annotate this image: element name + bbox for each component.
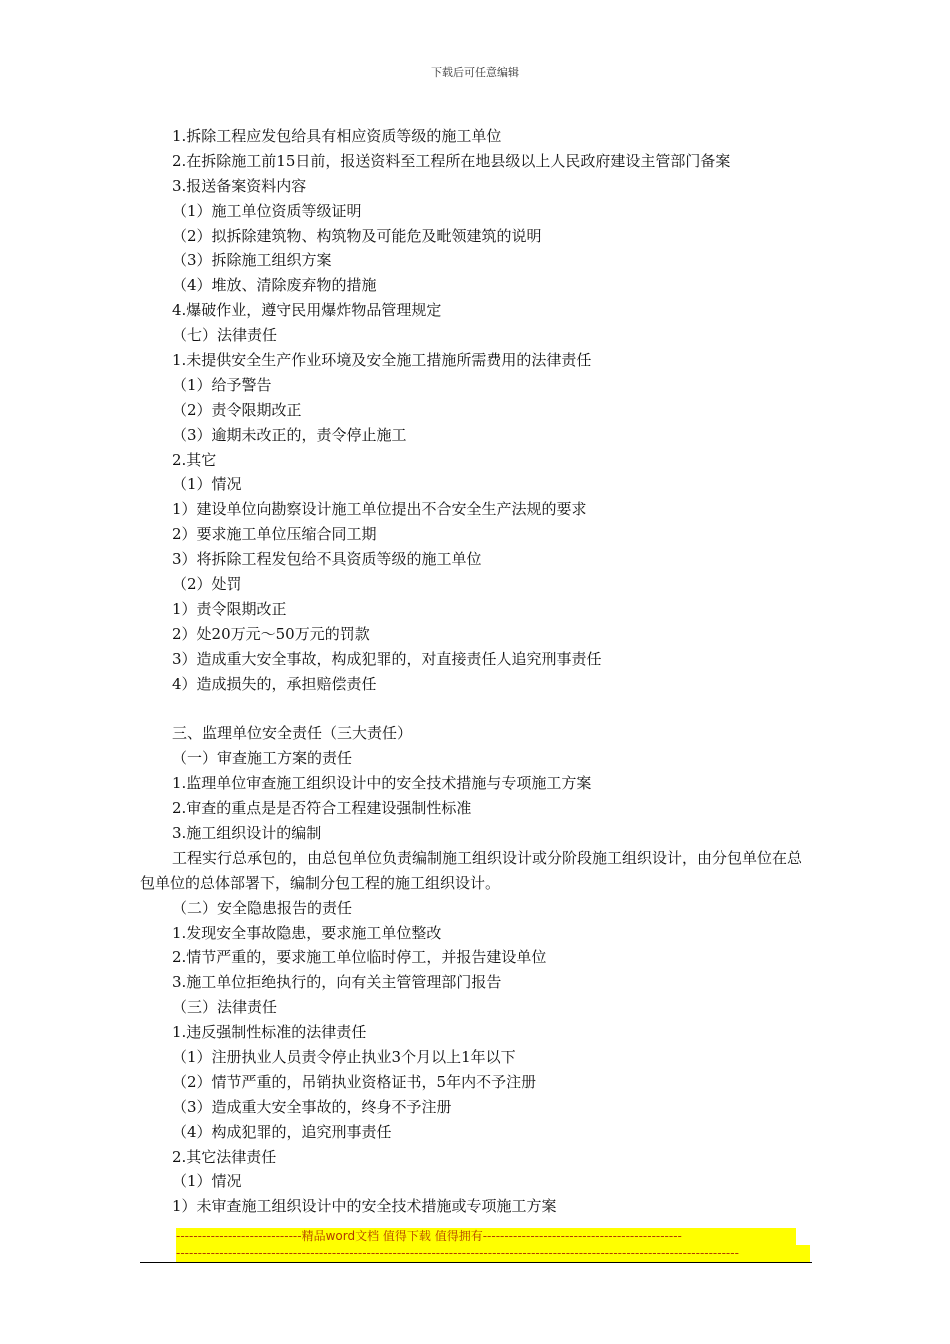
text-line: （1）注册执业人员责令停止执业3个月以上1年以下 <box>172 1047 516 1066</box>
text-line: 1.未提供安全生产作业环境及安全施工措施所需费用的法律责任 <box>172 351 592 370</box>
text-line: （3）逾期未改正的，责令停止施工 <box>172 425 407 444</box>
text-line: 1.拆除工程应发包给具有相应资质等级的施工单位 <box>172 127 502 145</box>
text-line: 1）未审查施工组织设计中的安全技术措施或专项施工方案 <box>172 1197 557 1216</box>
text-line: （4）构成犯罪的，追究刑事责任 <box>172 1122 392 1141</box>
text-line: （1）情况 <box>172 475 242 494</box>
text-line: （一）审查施工方案的责任 <box>172 749 353 768</box>
text-line: （4）堆放、清除废弃物的措施 <box>172 276 377 295</box>
text-line: 1.发现安全事故隐患，要求施工单位整改 <box>172 923 442 942</box>
text-line: （1）施工单位资质等级证明 <box>172 201 362 220</box>
text-line: （三）法律责任 <box>172 998 278 1017</box>
text-line: 2.情节严重的，要求施工单位临时停工，并报告建设单位 <box>172 948 547 967</box>
text-line: 2.在拆除施工前15日前，报送资料至工程所在地县级以上人民政府建设主管部门备案 <box>172 151 731 170</box>
footer-line-2: ---------------------------------------------------------------------------------------------------------------------------------- <box>176 1245 810 1262</box>
text-line: （2）拟拆除建筑物、构筑物及可能危及毗领建筑的说明 <box>172 226 542 245</box>
text-line: 3）将拆除工程发包给不具资质等级的施工单位 <box>172 550 482 569</box>
text-line: 1.监理单位审查施工组织设计中的安全技术措施与专项施工方案 <box>172 774 592 793</box>
text-line: （1）情况 <box>172 1172 242 1191</box>
text-line: 1.违反强制性标准的法律责任 <box>172 1023 367 1042</box>
document-body <box>140 124 812 1219</box>
text-line: （2）责令限期改正 <box>172 400 302 419</box>
section-lines-2 <box>140 896 812 1220</box>
footer-rule <box>140 1262 812 1263</box>
text-line: 2.审查的重点是是否符合工程建设强制性标准 <box>172 799 472 818</box>
text-line: 4）造成损失的，承担赔偿责任 <box>172 674 377 693</box>
text-line: （1）给予警告 <box>172 375 272 394</box>
text-line: 3）造成重大安全事故，构成犯罪的，对直接责任人追究刑事责任 <box>172 649 602 668</box>
section-lines-1 <box>140 124 812 846</box>
footer-banner <box>140 1228 812 1262</box>
text-line: 2.其它 <box>172 450 217 469</box>
text-line: 3.施工单位拒绝执行的，向有关主管管理部门报告 <box>172 973 502 992</box>
text-line: （二）安全隐患报告的责任 <box>172 898 353 917</box>
footer-line-1: -----------------------------精品word文档 值得下载 值得拥有---------------------------------------------- <box>176 1228 796 1245</box>
text-line: （3）造成重大安全事故的，终身不予注册 <box>172 1097 452 1116</box>
text-line: 1）责令限期改正 <box>172 599 287 618</box>
text-line <box>140 696 812 721</box>
text-line: （2）情节严重的，吊销执业资格证书，5年内不予注册 <box>172 1072 537 1091</box>
page-header: 下载后可任意编辑 <box>431 66 519 79</box>
text-line: 3.施工组织设计的编制 <box>172 823 322 842</box>
text-line: 3.报送备案资料内容 <box>172 176 307 195</box>
text-line: （3）拆除施工组织方案 <box>172 251 332 270</box>
text-line: 2）处20万元～50万元的罚款 <box>172 624 370 643</box>
text-line: 2.其它法律责任 <box>172 1147 277 1166</box>
body-paragraph: 工程实行总承包的，由总包单位负责编制施工组织设计或分阶段施工组织设计，由分包单位在总包单位的总体部署下，编制分包工程的施工组织设计。 <box>140 848 803 892</box>
text-line: 三、监理单位安全责任（三大责任） <box>172 724 413 743</box>
text-line: 2）要求施工单位压缩合同工期 <box>172 525 377 544</box>
text-line: （2）处罚 <box>172 575 242 594</box>
text-line: （七）法律责任 <box>172 326 278 345</box>
text-line: 1）建设单位向勘察设计施工单位提出不合安全生产法规的要求 <box>172 500 587 519</box>
text-line: 4.爆破作业，遵守民用爆炸物品管理规定 <box>172 301 442 320</box>
